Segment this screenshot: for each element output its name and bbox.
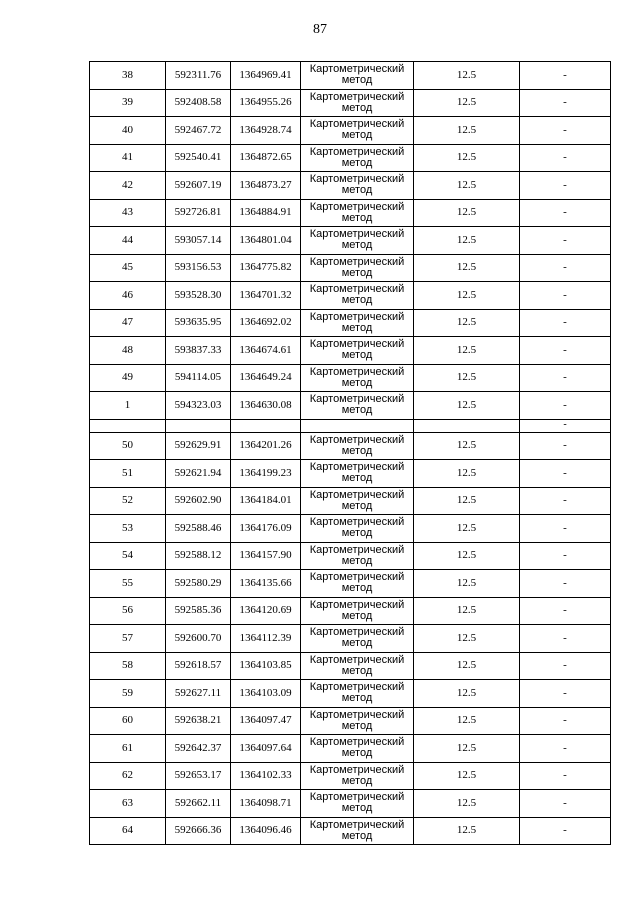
x-coordinate-cell: 593528.30	[166, 282, 231, 310]
method-line-2: метод	[341, 664, 373, 677]
x-coordinate-cell: 593635.95	[166, 309, 231, 337]
y-coordinate-cell: 1364955.26	[231, 89, 301, 117]
method-line-1: Картометрический	[309, 543, 405, 556]
y-coordinate-cell: 1364630.08	[231, 392, 301, 420]
y-coordinate-cell: 1364884.91	[231, 199, 301, 227]
accuracy-cell: 12.5	[414, 392, 520, 420]
point-number-cell: 64	[90, 817, 166, 845]
empty-cell	[166, 419, 231, 432]
method-cell	[301, 172, 414, 200]
accuracy-cell: 12.5	[414, 487, 520, 515]
y-coordinate-cell: 1364120.69	[231, 597, 301, 625]
x-coordinate-cell: 592642.37	[166, 735, 231, 763]
x-coordinate-cell: 592408.58	[166, 89, 231, 117]
point-number-cell: 47	[90, 309, 166, 337]
table-row	[90, 227, 611, 255]
table-row	[90, 199, 611, 227]
point-number-cell: 43	[90, 199, 166, 227]
point-number-cell: 38	[90, 62, 166, 90]
method-line-2: метод	[341, 747, 373, 760]
method-cell	[301, 227, 414, 255]
empty-cell	[301, 419, 414, 432]
accuracy-cell: 12.5	[414, 199, 520, 227]
method-line-2: метод	[341, 609, 373, 622]
x-coordinate-cell: 594323.03	[166, 392, 231, 420]
note-cell: -	[520, 735, 611, 763]
table-row	[90, 62, 611, 90]
y-coordinate-cell: 1364692.02	[231, 309, 301, 337]
accuracy-cell: 12.5	[414, 227, 520, 255]
method-line-2: метод	[341, 692, 373, 705]
note-cell: -	[520, 680, 611, 708]
y-coordinate-cell: 1364701.32	[231, 282, 301, 310]
point-number-cell: 54	[90, 542, 166, 570]
accuracy-cell: 12.5	[414, 735, 520, 763]
method-line-1: Картометрический	[309, 736, 405, 749]
method-cell	[301, 542, 414, 570]
method-line-2: метод	[341, 637, 373, 650]
table-row	[90, 570, 611, 598]
point-number-cell: 53	[90, 515, 166, 543]
note-cell: -	[520, 419, 611, 432]
accuracy-cell: 12.5	[414, 762, 520, 790]
x-coordinate-cell: 592618.57	[166, 652, 231, 680]
table-row	[90, 735, 611, 763]
point-number-cell: 41	[90, 144, 166, 172]
method-line-2: метод	[341, 802, 373, 815]
method-line-1: Картометрический	[309, 145, 405, 158]
note-cell: -	[520, 515, 611, 543]
x-coordinate-cell: 593057.14	[166, 227, 231, 255]
accuracy-cell: 12.5	[414, 254, 520, 282]
method-line-2: метод	[341, 444, 373, 457]
method-cell	[301, 790, 414, 818]
method-cell	[301, 735, 414, 763]
table-row	[90, 89, 611, 117]
accuracy-cell: 12.5	[414, 707, 520, 735]
accuracy-cell: 12.5	[414, 625, 520, 653]
method-cell	[301, 254, 414, 282]
point-number-cell: 44	[90, 227, 166, 255]
method-line-1: Картометрический	[309, 200, 405, 213]
point-number-cell: 48	[90, 337, 166, 365]
point-number-cell: 62	[90, 762, 166, 790]
point-number-cell: 42	[90, 172, 166, 200]
point-number-cell: 46	[90, 282, 166, 310]
y-coordinate-cell: 1364649.24	[231, 364, 301, 392]
method-line-1: Картометрический	[309, 626, 405, 639]
x-coordinate-cell: 592588.46	[166, 515, 231, 543]
empty-cell	[231, 419, 301, 432]
x-coordinate-cell: 593837.33	[166, 337, 231, 365]
accuracy-cell: 12.5	[414, 460, 520, 488]
table-row	[90, 460, 611, 488]
accuracy-cell: 12.5	[414, 172, 520, 200]
note-cell: -	[520, 392, 611, 420]
method-line-1: Картометрический	[309, 338, 405, 351]
accuracy-cell: 12.5	[414, 89, 520, 117]
accuracy-cell: 12.5	[414, 62, 520, 90]
table-row	[90, 790, 611, 818]
table-row	[90, 117, 611, 145]
y-coordinate-cell: 1364103.09	[231, 680, 301, 708]
table-row	[90, 515, 611, 543]
accuracy-cell: 12.5	[414, 652, 520, 680]
method-line-1: Картометрический	[309, 598, 405, 611]
accuracy-cell: 12.5	[414, 364, 520, 392]
x-coordinate-cell: 592602.90	[166, 487, 231, 515]
table-row	[90, 625, 611, 653]
accuracy-cell: 12.5	[414, 337, 520, 365]
note-cell: -	[520, 570, 611, 598]
method-cell	[301, 117, 414, 145]
note-cell: -	[520, 309, 611, 337]
accuracy-cell: 12.5	[414, 790, 520, 818]
method-line-1: Картометрический	[309, 310, 405, 323]
method-line-1: Картометрический	[309, 255, 405, 268]
method-cell	[301, 282, 414, 310]
point-number-cell: 40	[90, 117, 166, 145]
method-line-1: Картометрический	[309, 763, 405, 776]
method-line-2: метод	[341, 499, 373, 512]
note-cell: -	[520, 460, 611, 488]
y-coordinate-cell: 1364872.65	[231, 144, 301, 172]
y-coordinate-cell: 1364098.71	[231, 790, 301, 818]
method-line-1: Картометрический	[309, 173, 405, 186]
method-line-1: Картометрический	[309, 393, 405, 406]
note-cell: -	[520, 172, 611, 200]
table-row	[90, 144, 611, 172]
accuracy-cell: 12.5	[414, 117, 520, 145]
method-cell	[301, 364, 414, 392]
method-line-2: метод	[341, 376, 373, 389]
method-line-2: метод	[341, 239, 373, 252]
note-cell: -	[520, 337, 611, 365]
y-coordinate-cell: 1364102.33	[231, 762, 301, 790]
y-coordinate-cell: 1364201.26	[231, 432, 301, 460]
method-line-2: метод	[341, 527, 373, 540]
table-row	[90, 432, 611, 460]
separator-row	[90, 419, 611, 432]
note-cell: -	[520, 707, 611, 735]
note-cell: -	[520, 254, 611, 282]
table-row	[90, 392, 611, 420]
table-row	[90, 762, 611, 790]
x-coordinate-cell: 592638.21	[166, 707, 231, 735]
x-coordinate-cell: 592726.81	[166, 199, 231, 227]
table-row	[90, 707, 611, 735]
note-cell: -	[520, 817, 611, 845]
empty-cell	[90, 419, 166, 432]
method-cell	[301, 487, 414, 515]
x-coordinate-cell: 592585.36	[166, 597, 231, 625]
y-coordinate-cell: 1364184.01	[231, 487, 301, 515]
method-cell	[301, 570, 414, 598]
x-coordinate-cell: 592580.29	[166, 570, 231, 598]
empty-cell	[414, 419, 520, 432]
x-coordinate-cell: 592629.91	[166, 432, 231, 460]
table-row	[90, 652, 611, 680]
x-coordinate-cell: 594114.05	[166, 364, 231, 392]
method-cell	[301, 309, 414, 337]
method-line-2: метод	[341, 184, 373, 197]
method-line-2: метод	[341, 74, 373, 87]
table-row	[90, 337, 611, 365]
point-number-cell: 45	[90, 254, 166, 282]
y-coordinate-cell: 1364801.04	[231, 227, 301, 255]
y-coordinate-cell: 1364775.82	[231, 254, 301, 282]
page-number: 87	[313, 22, 327, 37]
accuracy-cell: 12.5	[414, 144, 520, 172]
coordinates-table-body	[90, 62, 611, 845]
x-coordinate-cell: 593156.53	[166, 254, 231, 282]
point-number-cell: 61	[90, 735, 166, 763]
x-coordinate-cell: 592653.17	[166, 762, 231, 790]
method-line-1: Картометрический	[309, 818, 405, 831]
note-cell: -	[520, 652, 611, 680]
method-cell	[301, 597, 414, 625]
y-coordinate-cell: 1364097.47	[231, 707, 301, 735]
note-cell: -	[520, 144, 611, 172]
point-number-cell: 57	[90, 625, 166, 653]
method-line-1: Картометрический	[309, 433, 405, 446]
method-cell	[301, 762, 414, 790]
method-line-1: Картометрический	[309, 653, 405, 666]
x-coordinate-cell: 592627.11	[166, 680, 231, 708]
method-line-2: метод	[341, 294, 373, 307]
method-line-1: Картометрический	[309, 63, 405, 76]
table-row	[90, 680, 611, 708]
method-line-2: метод	[341, 554, 373, 567]
method-line-2: метод	[341, 129, 373, 142]
accuracy-cell: 12.5	[414, 515, 520, 543]
table-row	[90, 172, 611, 200]
x-coordinate-cell: 592666.36	[166, 817, 231, 845]
point-number-cell: 63	[90, 790, 166, 818]
y-coordinate-cell: 1364135.66	[231, 570, 301, 598]
y-coordinate-cell: 1364928.74	[231, 117, 301, 145]
note-cell: -	[520, 432, 611, 460]
method-line-1: Картометрический	[309, 228, 405, 241]
note-cell: -	[520, 89, 611, 117]
method-cell	[301, 817, 414, 845]
method-line-1: Картометрический	[309, 365, 405, 378]
y-coordinate-cell: 1364096.46	[231, 817, 301, 845]
method-line-2: метод	[341, 404, 373, 417]
y-coordinate-cell: 1364176.09	[231, 515, 301, 543]
method-line-1: Картометрический	[309, 461, 405, 474]
method-cell	[301, 652, 414, 680]
note-cell: -	[520, 790, 611, 818]
y-coordinate-cell: 1364873.27	[231, 172, 301, 200]
method-cell	[301, 392, 414, 420]
accuracy-cell: 12.5	[414, 282, 520, 310]
method-cell	[301, 625, 414, 653]
note-cell: -	[520, 227, 611, 255]
accuracy-cell: 12.5	[414, 817, 520, 845]
method-cell	[301, 89, 414, 117]
point-number-cell: 60	[90, 707, 166, 735]
note-cell: -	[520, 625, 611, 653]
note-cell: -	[520, 199, 611, 227]
method-line-2: метод	[341, 829, 373, 842]
note-cell: -	[520, 364, 611, 392]
coordinates-table	[89, 61, 611, 845]
method-cell	[301, 515, 414, 543]
method-line-1: Картометрический	[309, 283, 405, 296]
note-cell: -	[520, 282, 611, 310]
note-cell: -	[520, 597, 611, 625]
point-number-cell: 1	[90, 392, 166, 420]
y-coordinate-cell: 1364112.39	[231, 625, 301, 653]
y-coordinate-cell: 1364199.23	[231, 460, 301, 488]
method-line-2: метод	[341, 156, 373, 169]
accuracy-cell: 12.5	[414, 432, 520, 460]
method-cell	[301, 460, 414, 488]
table-row	[90, 487, 611, 515]
method-cell	[301, 199, 414, 227]
accuracy-cell: 12.5	[414, 680, 520, 708]
method-cell	[301, 144, 414, 172]
x-coordinate-cell: 592662.11	[166, 790, 231, 818]
method-line-1: Картометрический	[309, 516, 405, 529]
x-coordinate-cell: 592588.12	[166, 542, 231, 570]
x-coordinate-cell: 592621.94	[166, 460, 231, 488]
table-row	[90, 282, 611, 310]
x-coordinate-cell: 592467.72	[166, 117, 231, 145]
x-coordinate-cell: 592607.19	[166, 172, 231, 200]
note-cell: -	[520, 487, 611, 515]
table-row	[90, 597, 611, 625]
method-line-1: Картометрический	[309, 118, 405, 131]
accuracy-cell: 12.5	[414, 597, 520, 625]
y-coordinate-cell: 1364674.61	[231, 337, 301, 365]
method-cell	[301, 337, 414, 365]
method-line-2: метод	[341, 266, 373, 279]
method-line-2: метод	[341, 101, 373, 114]
method-cell	[301, 432, 414, 460]
y-coordinate-cell: 1364097.64	[231, 735, 301, 763]
method-cell	[301, 62, 414, 90]
method-line-1: Картометрический	[309, 90, 405, 103]
method-cell	[301, 680, 414, 708]
note-cell: -	[520, 762, 611, 790]
table-row	[90, 309, 611, 337]
method-line-1: Картометрический	[309, 791, 405, 804]
method-line-2: метод	[341, 211, 373, 224]
method-line-2: метод	[341, 349, 373, 362]
x-coordinate-cell: 592600.70	[166, 625, 231, 653]
y-coordinate-cell: 1364969.41	[231, 62, 301, 90]
x-coordinate-cell: 592311.76	[166, 62, 231, 90]
note-cell: -	[520, 542, 611, 570]
point-number-cell: 59	[90, 680, 166, 708]
accuracy-cell: 12.5	[414, 309, 520, 337]
method-line-1: Картометрический	[309, 708, 405, 721]
table-row	[90, 364, 611, 392]
point-number-cell: 51	[90, 460, 166, 488]
point-number-cell: 52	[90, 487, 166, 515]
y-coordinate-cell: 1364157.90	[231, 542, 301, 570]
note-cell: -	[520, 62, 611, 90]
note-cell: -	[520, 117, 611, 145]
table-row	[90, 254, 611, 282]
x-coordinate-cell: 592540.41	[166, 144, 231, 172]
table-row	[90, 542, 611, 570]
accuracy-cell: 12.5	[414, 570, 520, 598]
method-cell	[301, 707, 414, 735]
method-line-2: метод	[341, 774, 373, 787]
y-coordinate-cell: 1364103.85	[231, 652, 301, 680]
method-line-2: метод	[341, 472, 373, 485]
method-line-1: Картометрический	[309, 488, 405, 501]
point-number-cell: 49	[90, 364, 166, 392]
point-number-cell: 58	[90, 652, 166, 680]
point-number-cell: 39	[90, 89, 166, 117]
method-line-2: метод	[341, 582, 373, 595]
point-number-cell: 50	[90, 432, 166, 460]
point-number-cell: 55	[90, 570, 166, 598]
point-number-cell: 56	[90, 597, 166, 625]
table-row	[90, 817, 611, 845]
method-line-1: Картометрический	[309, 571, 405, 584]
method-line-2: метод	[341, 719, 373, 732]
method-line-1: Картометрический	[309, 681, 405, 694]
method-line-2: метод	[341, 321, 373, 334]
accuracy-cell: 12.5	[414, 542, 520, 570]
